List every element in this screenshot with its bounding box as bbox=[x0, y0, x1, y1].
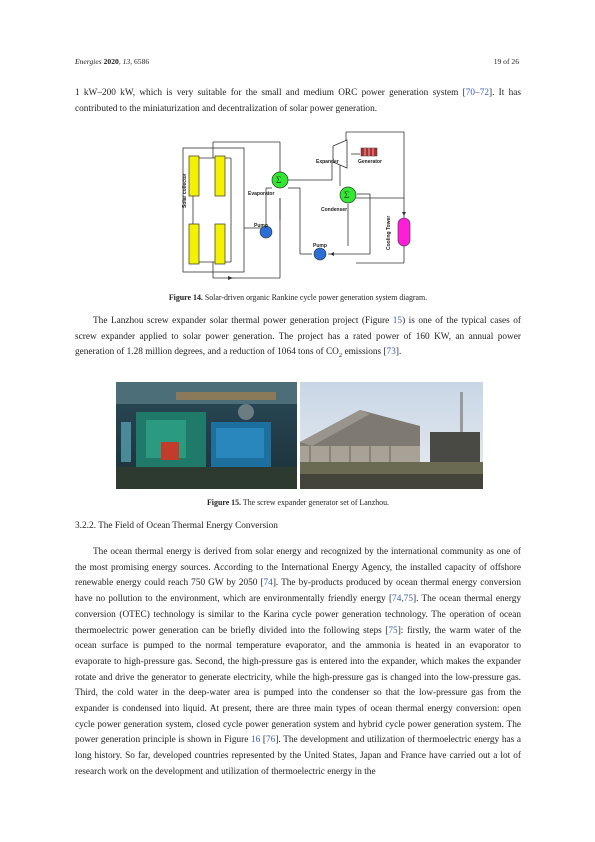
figure-15-caption bbox=[75, 498, 521, 507]
journal-name: Energies bbox=[75, 57, 102, 66]
body-text: ]. bbox=[395, 347, 402, 358]
running-header: Energies 2020, 13, 6586 bbox=[75, 57, 150, 66]
caption-text: The screw expander generator set of Lanzhou. bbox=[242, 498, 390, 507]
article-number: 6586 bbox=[134, 57, 150, 66]
journal-volume: 13 bbox=[122, 57, 131, 66]
lanzhou-paragraph bbox=[75, 314, 521, 364]
solar-panel bbox=[189, 156, 199, 196]
caption-text: Solar-driven organic Rankine cycle power generation system diagram. bbox=[204, 293, 428, 302]
evaporator-label: Evaporator bbox=[248, 191, 275, 197]
pump-unit bbox=[314, 248, 326, 260]
intro-text: ]. It has contributed to the miniaturization and decentralization of solar power generation. bbox=[75, 88, 522, 114]
citation-link[interactable]: 74 bbox=[263, 578, 273, 589]
body-text: ]. The ocean thermal energy conversion (OTEC) technology is similar to the Karina cycle power generation technology. The operation of ocean thermoelectric power generation can be briefly divided into the following steps [ bbox=[75, 594, 521, 636]
cooling-tower-unit bbox=[398, 218, 410, 246]
body-text: ]. The development and utilization of thermoelectric energy has a long history. So far, developed countries represented by the United States, Japan and France have carried out a lot of research work on the development and utilization of thermoelectric energy in the bbox=[75, 735, 522, 777]
otec-paragraph bbox=[75, 545, 521, 781]
body-text: ]: firstly, the warm water of the ocean surface is pumped to the normal temperature evaporator, and the ammonia is heated in an evaporator to evaporate to high-pressure gas. Second, the high-pressure gas is entered into the expander, which makes the expander rotate and drive the generator to generate electricity, while the high-pressure gas is changed into the low-pressure gas. Third, the cold water in the deep-water area is pumped into the condenser so that the low-pressure gas from the expander is condensed into liquid. At present, there are three main types of ocean thermal energy conversion: open cycle power generation system, closed cycle power generation system and hybrid cycle power generation system. The power generation principle is shown in Figure bbox=[75, 625, 521, 746]
figure-link[interactable]: 15 bbox=[392, 316, 403, 326]
citation-link[interactable]: 74,75 bbox=[392, 594, 413, 605]
intro-text: 1 kW–200 kW, which is very suitable for the small and medium ORC power generation system [ bbox=[75, 88, 466, 98]
screw-expander-photo bbox=[116, 382, 297, 489]
caption-label: Figure 15. bbox=[206, 498, 242, 507]
citation-link[interactable]: 75 bbox=[388, 625, 398, 636]
figure-link[interactable]: 16 bbox=[250, 735, 261, 746]
solar-panel bbox=[189, 224, 199, 264]
condenser-label: Condenser bbox=[321, 207, 348, 213]
solar-panel bbox=[215, 224, 225, 264]
orc-system-diagram bbox=[0, 128, 595, 288]
intro-paragraph bbox=[75, 86, 521, 117]
caption-label: Figure 14. bbox=[168, 293, 203, 302]
figure-14-caption bbox=[75, 293, 521, 302]
section-heading: 3.2.2. The Field of Ocean Thermal Energy Conversion bbox=[75, 521, 278, 531]
subscript: 2 bbox=[338, 352, 343, 360]
expander-label: Expander bbox=[316, 159, 339, 165]
generator-label: Generator bbox=[358, 159, 382, 165]
citation-link[interactable]: 70–72 bbox=[465, 88, 489, 98]
pump-label: Pump bbox=[313, 243, 327, 249]
pump-label: Pump bbox=[254, 223, 268, 229]
journal-year: 2020 bbox=[103, 57, 119, 66]
body-text: emissions [ bbox=[342, 347, 387, 358]
body-text: The Lanzhou screw expander solar thermal power generation project (Figure bbox=[93, 316, 393, 326]
body-text: ) is one of the typical cases of screw expander applied to solar power generation. The project has a rated power of 160 KW, an annual power generation of 1.28 million degrees, and a reduction of 1064 tons of CO bbox=[75, 316, 521, 358]
body-text: The ocean thermal energy is derived from solar energy and recognized by the international community as one of the most promising energy sources. According to the International Energy Agency, the installed capacity of offshore renewable energy could reach 750 GW by 2050 [ bbox=[75, 547, 521, 589]
solar-panel bbox=[215, 156, 225, 196]
solar-collector-label: Solar collector bbox=[182, 173, 188, 208]
svg-text:Σ: Σ bbox=[276, 175, 282, 185]
cooling-tower-label: Cooling Tower bbox=[386, 215, 392, 250]
lanzhou-site-photo bbox=[300, 382, 483, 489]
page-number: 19 of 26 bbox=[493, 57, 519, 66]
body-text: [ bbox=[260, 735, 267, 746]
svg-text:Σ: Σ bbox=[344, 190, 350, 200]
citation-link[interactable]: 76 bbox=[266, 735, 276, 746]
citation-link[interactable]: 73 bbox=[386, 347, 396, 358]
body-text: ]. The by-products produced by ocean thermal energy conversion have no pollution to the environment, which are environmentally friendly energy [ bbox=[75, 578, 521, 605]
